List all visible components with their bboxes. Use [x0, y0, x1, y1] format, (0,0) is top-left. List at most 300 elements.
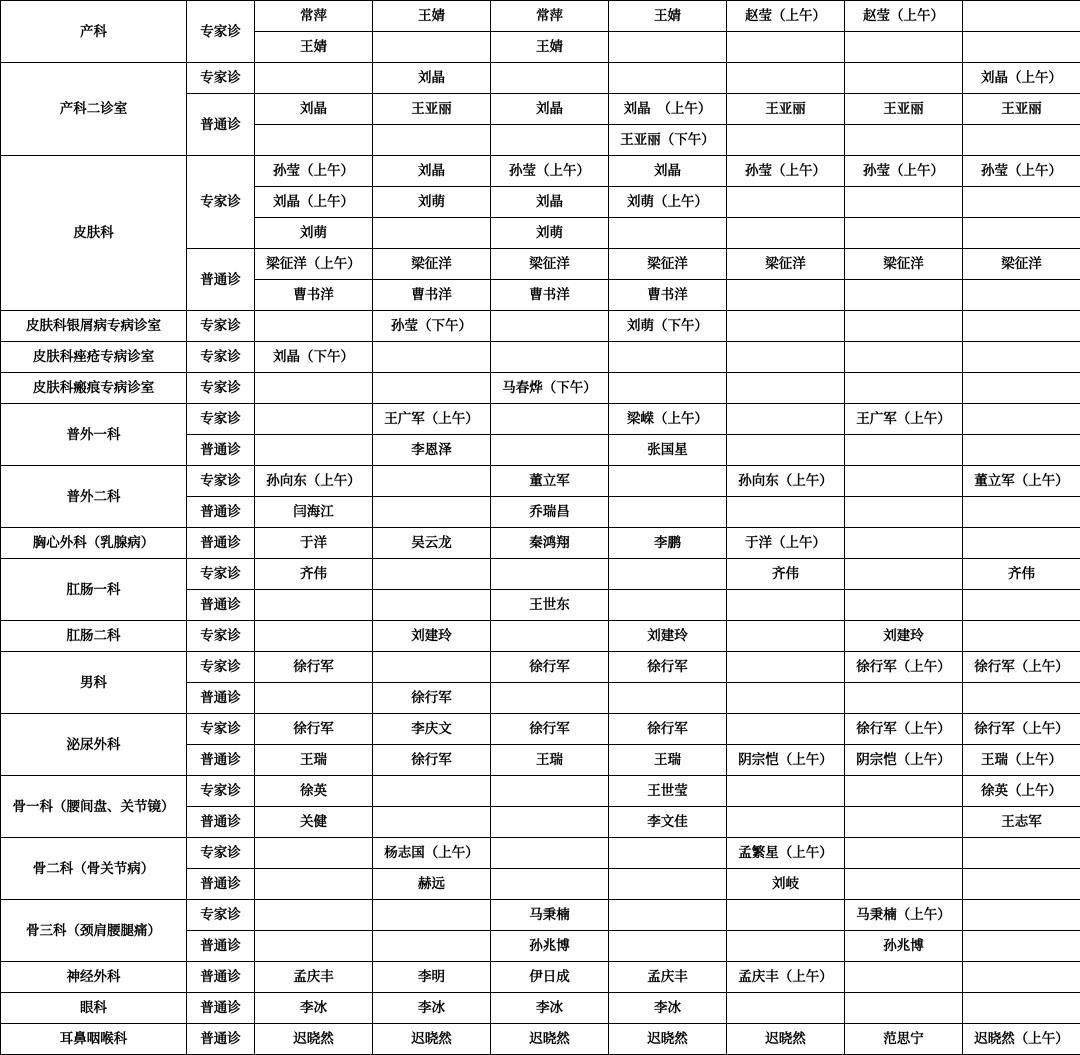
doctor-cell: 刘萌 [491, 218, 609, 249]
doctor-cell: 王瑞 [491, 745, 609, 776]
table-row [1, 373, 1080, 404]
doctor-cell: 李冰 [491, 993, 609, 1024]
doctor-cell [609, 32, 727, 63]
doctor-cell [491, 776, 609, 807]
doctor-cell: 刘晶 [255, 94, 373, 125]
department-name: 骨一科（腰间盘、关节镜） [1, 776, 187, 838]
table-row [1, 156, 1080, 187]
clinic-type: 普通诊 [187, 528, 255, 559]
doctor-cell: 于洋 [255, 528, 373, 559]
doctor-cell: 迟晓然 [491, 1024, 609, 1055]
doctor-cell [609, 63, 727, 94]
doctor-cell: 李恩泽 [373, 435, 491, 466]
doctor-cell: 王志军 [963, 807, 1080, 838]
doctor-cell: 迟晓然 [255, 1024, 373, 1055]
doctor-cell [963, 869, 1080, 900]
doctor-cell [255, 838, 373, 869]
doctor-cell [373, 559, 491, 590]
doctor-cell [963, 311, 1080, 342]
doctor-cell: 徐行军 [373, 683, 491, 714]
doctor-cell: 杨志国（上午） [373, 838, 491, 869]
doctor-cell [491, 404, 609, 435]
doctor-cell: 王广军（上午） [373, 404, 491, 435]
clinic-type: 专家诊 [187, 1, 255, 63]
clinic-type: 专家诊 [187, 559, 255, 590]
doctor-cell [255, 621, 373, 652]
doctor-cell: 徐行军 [373, 745, 491, 776]
doctor-cell: 刘岐 [727, 869, 845, 900]
doctor-cell [845, 125, 963, 156]
department-name: 产科 [1, 1, 187, 63]
department-name: 产科二诊室 [1, 63, 187, 156]
doctor-cell [609, 931, 727, 962]
doctor-cell [609, 559, 727, 590]
doctor-cell [373, 931, 491, 962]
doctor-cell: 王婧 [491, 32, 609, 63]
doctor-cell [255, 125, 373, 156]
clinic-type: 普通诊 [187, 1024, 255, 1055]
department-name: 眼科 [1, 993, 187, 1024]
doctor-cell [727, 683, 845, 714]
doctor-cell: 王世东 [491, 590, 609, 621]
clinic-type: 专家诊 [187, 838, 255, 869]
doctor-cell: 刘萌 [373, 187, 491, 218]
doctor-cell [609, 683, 727, 714]
doctor-cell: 齐伟 [727, 559, 845, 590]
doctor-cell [373, 776, 491, 807]
doctor-cell: 孙莹（上午） [845, 156, 963, 187]
doctor-cell [255, 373, 373, 404]
doctor-cell [373, 497, 491, 528]
clinic-type: 专家诊 [187, 900, 255, 931]
doctor-cell: 迟晓然 [373, 1024, 491, 1055]
doctor-cell [845, 962, 963, 993]
doctor-cell: 王亚丽 [845, 94, 963, 125]
doctor-cell: 迟晓然 [727, 1024, 845, 1055]
doctor-cell [727, 373, 845, 404]
doctor-cell [491, 869, 609, 900]
table-row [1, 900, 1080, 931]
table-row [1, 1, 1080, 32]
clinic-type: 专家诊 [187, 342, 255, 373]
doctor-cell: 刘萌（上午） [609, 187, 727, 218]
department-name: 肛肠一科 [1, 559, 187, 621]
doctor-cell: 马春烨（下午） [491, 373, 609, 404]
doctor-cell [727, 497, 845, 528]
doctor-cell [491, 683, 609, 714]
doctor-cell: 徐行军（上午） [845, 714, 963, 745]
doctor-cell: 曹书洋 [609, 280, 727, 311]
doctor-cell [727, 125, 845, 156]
doctor-cell: 伊日成 [491, 962, 609, 993]
doctor-cell [845, 342, 963, 373]
doctor-cell [491, 342, 609, 373]
doctor-cell [845, 497, 963, 528]
doctor-cell [845, 590, 963, 621]
doctor-cell [727, 621, 845, 652]
department-name: 普外二科 [1, 466, 187, 528]
table-row [1, 776, 1080, 807]
doctor-cell [845, 32, 963, 63]
doctor-cell [963, 590, 1080, 621]
doctor-cell [727, 187, 845, 218]
doctor-cell: 迟晓然 [609, 1024, 727, 1055]
doctor-cell: 梁征洋 [373, 249, 491, 280]
doctor-cell: 阴宗恺（上午） [727, 745, 845, 776]
doctor-cell: 孟庆丰 [255, 962, 373, 993]
doctor-cell: 王世莹 [609, 776, 727, 807]
doctor-cell: 于洋（上午） [727, 528, 845, 559]
doctor-cell [845, 869, 963, 900]
doctor-cell: 孙兆博 [845, 931, 963, 962]
doctor-cell [727, 32, 845, 63]
doctor-cell [845, 838, 963, 869]
doctor-cell [727, 435, 845, 466]
doctor-cell: 曹书洋 [373, 280, 491, 311]
doctor-cell: 徐行军 [609, 652, 727, 683]
doctor-cell [373, 125, 491, 156]
clinic-type: 普通诊 [187, 807, 255, 838]
doctor-cell [727, 404, 845, 435]
doctor-cell: 刘建玲 [373, 621, 491, 652]
doctor-cell [373, 466, 491, 497]
doctor-cell [845, 466, 963, 497]
doctor-cell: 吴云龙 [373, 528, 491, 559]
doctor-cell: 徐英（上午） [963, 776, 1080, 807]
doctor-cell: 闫海江 [255, 497, 373, 528]
doctor-cell: 徐英 [255, 776, 373, 807]
doctor-cell: 刘晶 [491, 94, 609, 125]
doctor-cell [845, 280, 963, 311]
table-row [1, 528, 1080, 559]
doctor-cell: 马秉楠 [491, 900, 609, 931]
doctor-cell: 李冰 [609, 993, 727, 1024]
doctor-cell: 刘晶 [373, 156, 491, 187]
doctor-cell: 王亚丽 [963, 94, 1080, 125]
doctor-cell: 李冰 [255, 993, 373, 1024]
clinic-type: 普通诊 [187, 435, 255, 466]
doctor-cell [609, 590, 727, 621]
clinic-type: 普通诊 [187, 993, 255, 1024]
doctor-cell: 孙莹（上午） [255, 156, 373, 187]
doctor-cell: 刘建玲 [845, 621, 963, 652]
doctor-cell: 梁征洋 [727, 249, 845, 280]
doctor-cell [609, 900, 727, 931]
doctor-cell [491, 63, 609, 94]
doctor-cell: 刘晶（上午） [255, 187, 373, 218]
doctor-cell: 梁嵘（上午） [609, 404, 727, 435]
clinic-type: 普通诊 [187, 869, 255, 900]
doctor-cell: 徐行军 [255, 652, 373, 683]
doctor-cell [727, 342, 845, 373]
department-name: 胸心外科（乳腺病） [1, 528, 187, 559]
doctor-cell [963, 931, 1080, 962]
doctor-cell [963, 342, 1080, 373]
clinic-type: 普通诊 [187, 249, 255, 311]
doctor-cell [963, 280, 1080, 311]
doctor-cell: 徐行军（上午） [963, 652, 1080, 683]
doctor-cell [963, 900, 1080, 931]
table-row [1, 652, 1080, 683]
doctor-cell [963, 962, 1080, 993]
doctor-cell [963, 435, 1080, 466]
department-name: 皮肤科银屑病专病诊室 [1, 311, 187, 342]
doctor-cell: 董立军 [491, 466, 609, 497]
doctor-cell: 刘萌 [255, 218, 373, 249]
table-row [1, 962, 1080, 993]
department-name: 耳鼻咽喉科 [1, 1024, 187, 1055]
doctor-cell: 王婧 [373, 1, 491, 32]
doctor-cell [845, 993, 963, 1024]
clinic-type: 专家诊 [187, 714, 255, 745]
doctor-cell: 迟晓然（上午） [963, 1024, 1080, 1055]
clinic-type: 普通诊 [187, 931, 255, 962]
doctor-cell [727, 63, 845, 94]
doctor-cell: 赵莹（上午） [727, 1, 845, 32]
doctor-cell [963, 1, 1080, 32]
clinic-type: 专家诊 [187, 466, 255, 497]
doctor-cell [963, 497, 1080, 528]
clinic-type: 专家诊 [187, 373, 255, 404]
doctor-cell: 刘晶 [609, 156, 727, 187]
doctor-cell: 孙莹（上午） [727, 156, 845, 187]
doctor-cell [963, 125, 1080, 156]
table-row [1, 714, 1080, 745]
doctor-cell [727, 807, 845, 838]
doctor-cell [491, 435, 609, 466]
doctor-cell: 徐行军（上午） [963, 714, 1080, 745]
doctor-cell: 徐行军 [491, 652, 609, 683]
doctor-cell [963, 838, 1080, 869]
department-name: 皮肤科痤疮专病诊室 [1, 342, 187, 373]
doctor-cell [727, 311, 845, 342]
doctor-cell [845, 63, 963, 94]
doctor-cell [255, 869, 373, 900]
doctor-cell [255, 63, 373, 94]
doctor-cell [609, 342, 727, 373]
doctor-cell [373, 373, 491, 404]
clinic-type: 普通诊 [187, 590, 255, 621]
doctor-cell: 孙兆博 [491, 931, 609, 962]
clinic-type: 普通诊 [187, 497, 255, 528]
doctor-cell [609, 373, 727, 404]
doctor-cell [609, 869, 727, 900]
doctor-cell [373, 807, 491, 838]
doctor-cell [373, 342, 491, 373]
doctor-cell: 王亚丽 [727, 94, 845, 125]
doctor-cell [609, 466, 727, 497]
doctor-cell [963, 373, 1080, 404]
doctor-cell: 刘晶 [373, 63, 491, 94]
doctor-cell: 赫远 [373, 869, 491, 900]
doctor-cell: 孙莹（上午） [491, 156, 609, 187]
table-row [1, 993, 1080, 1024]
department-name: 肛肠二科 [1, 621, 187, 652]
doctor-cell [491, 807, 609, 838]
doctor-cell: 关健 [255, 807, 373, 838]
doctor-cell [727, 900, 845, 931]
table-row [1, 559, 1080, 590]
doctor-cell: 王亚丽 [373, 94, 491, 125]
doctor-cell [373, 652, 491, 683]
doctor-cell: 刘晶（上午） [963, 63, 1080, 94]
department-name: 普外一科 [1, 404, 187, 466]
doctor-cell [727, 931, 845, 962]
department-name: 皮肤科瘢痕专病诊室 [1, 373, 187, 404]
doctor-cell: 孟庆丰 [609, 962, 727, 993]
clinic-type: 普通诊 [187, 94, 255, 156]
doctor-cell: 曹书洋 [255, 280, 373, 311]
doctor-cell [845, 807, 963, 838]
doctor-cell: 常萍 [255, 1, 373, 32]
doctor-cell: 刘萌（下午） [609, 311, 727, 342]
doctor-cell: 王亚丽（下午） [609, 125, 727, 156]
doctor-cell [255, 931, 373, 962]
doctor-cell: 徐行军 [255, 714, 373, 745]
doctor-cell: 李冰 [373, 993, 491, 1024]
doctor-cell: 孙莹（上午） [963, 156, 1080, 187]
doctor-cell: 刘建玲 [609, 621, 727, 652]
doctor-cell [255, 311, 373, 342]
doctor-cell: 王瑞 [255, 745, 373, 776]
doctor-cell [963, 683, 1080, 714]
table-row [1, 63, 1080, 94]
department-name: 骨三科（颈肩腰腿痛） [1, 900, 187, 962]
doctor-cell [255, 435, 373, 466]
doctor-cell [373, 900, 491, 931]
table-row [1, 1024, 1080, 1055]
clinic-type: 专家诊 [187, 311, 255, 342]
doctor-cell [727, 590, 845, 621]
doctor-cell [491, 311, 609, 342]
doctor-cell [491, 621, 609, 652]
table-row [1, 466, 1080, 497]
table-row [1, 342, 1080, 373]
doctor-cell [255, 683, 373, 714]
doctor-cell [963, 187, 1080, 218]
doctor-cell: 秦鸿翔 [491, 528, 609, 559]
doctor-cell [491, 125, 609, 156]
doctor-cell [963, 404, 1080, 435]
doctor-cell [963, 528, 1080, 559]
doctor-cell: 王瑞 [609, 745, 727, 776]
doctor-cell: 李文佳 [609, 807, 727, 838]
doctor-cell: 王广军（上午） [845, 404, 963, 435]
doctor-cell [727, 218, 845, 249]
clinic-type: 普通诊 [187, 962, 255, 993]
clinic-type: 专家诊 [187, 156, 255, 249]
department-name: 皮肤科 [1, 156, 187, 311]
doctor-cell [845, 373, 963, 404]
doctor-cell: 梁征洋 [963, 249, 1080, 280]
doctor-cell: 徐行军 [491, 714, 609, 745]
clinic-type: 专家诊 [187, 63, 255, 94]
clinic-type: 专家诊 [187, 776, 255, 807]
doctor-cell [845, 435, 963, 466]
doctor-cell: 李鹏 [609, 528, 727, 559]
table-row [1, 311, 1080, 342]
schedule-body [1, 1, 1080, 1055]
doctor-cell [727, 776, 845, 807]
clinic-type: 专家诊 [187, 652, 255, 683]
doctor-cell: 梁征洋 [491, 249, 609, 280]
doctor-cell [845, 528, 963, 559]
doctor-cell [727, 652, 845, 683]
doctor-cell [963, 32, 1080, 63]
doctor-cell [373, 218, 491, 249]
doctor-cell: 乔瑞昌 [491, 497, 609, 528]
department-name: 泌尿外科 [1, 714, 187, 776]
doctor-cell [727, 714, 845, 745]
doctor-cell [491, 559, 609, 590]
doctor-cell: 孙向东（上午） [255, 466, 373, 497]
doctor-cell: 梁征洋 [609, 249, 727, 280]
doctor-cell: 马秉楠（上午） [845, 900, 963, 931]
doctor-cell: 张国星 [609, 435, 727, 466]
doctor-cell [255, 404, 373, 435]
doctor-cell [255, 900, 373, 931]
doctor-cell: 曹书洋 [491, 280, 609, 311]
doctor-cell: 阴宗恺（上午） [845, 745, 963, 776]
doctor-cell: 赵莹（上午） [845, 1, 963, 32]
doctor-cell: 梁征洋 [845, 249, 963, 280]
doctor-cell [373, 32, 491, 63]
doctor-cell: 孟繁星（上午） [727, 838, 845, 869]
doctor-cell [255, 590, 373, 621]
doctor-cell: 徐行军（上午） [845, 652, 963, 683]
clinic-type: 普通诊 [187, 683, 255, 714]
doctor-cell [963, 218, 1080, 249]
doctor-cell: 齐伟 [255, 559, 373, 590]
doctor-cell: 董立军（上午） [963, 466, 1080, 497]
doctor-cell: 刘晶（下午） [255, 342, 373, 373]
doctor-cell [609, 497, 727, 528]
clinic-type: 专家诊 [187, 404, 255, 435]
department-name: 骨二科（骨关节病） [1, 838, 187, 900]
doctor-cell: 刘晶 （上午） [609, 94, 727, 125]
department-name: 神经外科 [1, 962, 187, 993]
doctor-cell: 孙向东（上午） [727, 466, 845, 497]
doctor-cell [609, 838, 727, 869]
clinic-type: 普通诊 [187, 745, 255, 776]
doctor-cell [845, 683, 963, 714]
doctor-cell: 范思宁 [845, 1024, 963, 1055]
doctor-cell: 李庆文 [373, 714, 491, 745]
doctor-cell: 李明 [373, 962, 491, 993]
doctor-cell [845, 218, 963, 249]
doctor-cell: 王瑞（上午） [963, 745, 1080, 776]
doctor-cell: 齐伟 [963, 559, 1080, 590]
doctor-cell: 常萍 [491, 1, 609, 32]
doctor-cell [491, 838, 609, 869]
doctor-cell [845, 311, 963, 342]
doctor-cell [727, 993, 845, 1024]
table-row [1, 404, 1080, 435]
doctor-cell: 孟庆丰（上午） [727, 962, 845, 993]
doctor-cell: 王婧 [255, 32, 373, 63]
doctor-cell [727, 280, 845, 311]
doctor-cell [845, 559, 963, 590]
doctor-cell: 徐行军 [609, 714, 727, 745]
doctor-cell [609, 218, 727, 249]
doctor-cell: 刘晶 [491, 187, 609, 218]
doctor-cell [845, 776, 963, 807]
doctor-cell [963, 621, 1080, 652]
doctor-cell: 孙莹（下午） [373, 311, 491, 342]
doctor-cell: 梁征洋（上午） [255, 249, 373, 280]
doctor-cell: 王婧 [609, 1, 727, 32]
table-row [1, 621, 1080, 652]
